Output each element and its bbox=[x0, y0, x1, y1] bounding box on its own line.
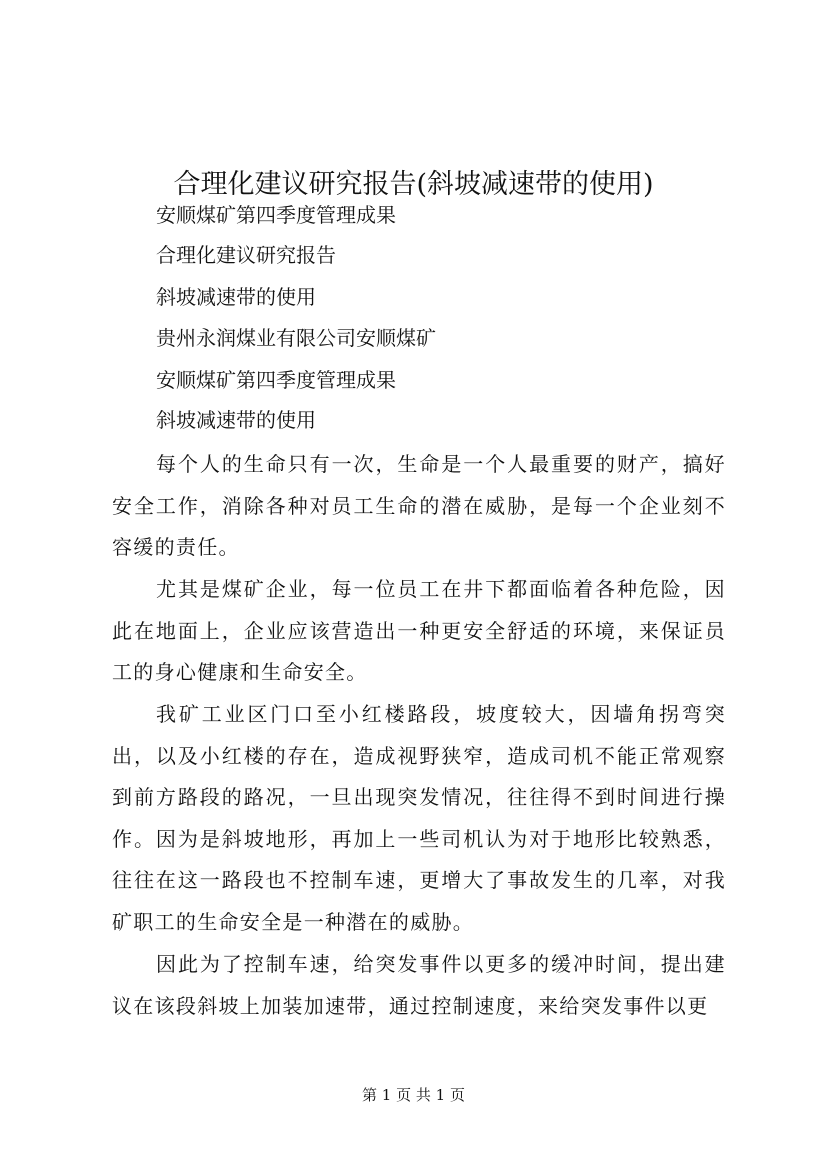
subline-topic-2: 斜坡减速带的使用 bbox=[156, 408, 316, 432]
paragraph-1: 每个人的生命只有一次，生命是一个人最重要的财产，搞好安全工作，消除各种对员工生命的潜在威胁，是每一个企业刻不容缓的责任。 bbox=[112, 452, 726, 560]
subline-topic-1: 斜坡减速带的使用 bbox=[156, 285, 316, 309]
paragraph-4: 因此为了控制车速，给突发事件以更多的缓冲时间，提出建议在该段斜坡上加装加速带，通过控制速度，来给突发事件以更 bbox=[112, 952, 726, 1018]
subline-mine-quarter-2: 安顺煤矿第四季度管理成果 bbox=[156, 368, 396, 392]
paragraph-2: 尤其是煤矿企业，每一位员工在井下都面临着各种危险，因此在地面上，企业应该营造出一种更安全舒适的环境，来保证员工的身心健康和生命安全。 bbox=[112, 577, 726, 685]
document-title: 合理化建议研究报告(斜坡减速带的使用) bbox=[173, 169, 654, 201]
subline-mine-quarter-1: 安顺煤矿第四季度管理成果 bbox=[156, 203, 396, 227]
page-footer: 第 1 页 共 1 页 bbox=[362, 1086, 465, 1104]
subline-company: 贵州永润煤业有限公司安顺煤矿 bbox=[156, 326, 436, 350]
subline-report-type: 合理化建议研究报告 bbox=[156, 243, 336, 267]
paragraph-3: 我矿工业区门口至小红楼路段，坡度较大，因墙角拐弯突出，以及小红楼的存在，造成视野狭窄，造成司机不能正常观察到前方路段的路况，一旦出现突发情况，往往得不到时间进行操作。因为是斜坡地形，再加上一些司机认为对于地形比较熟悉，往往在这一路段也不控制车速，更增大了事故发生的几率，对我矿职工的生命安全是一种潜在的威胁。 bbox=[112, 702, 726, 934]
